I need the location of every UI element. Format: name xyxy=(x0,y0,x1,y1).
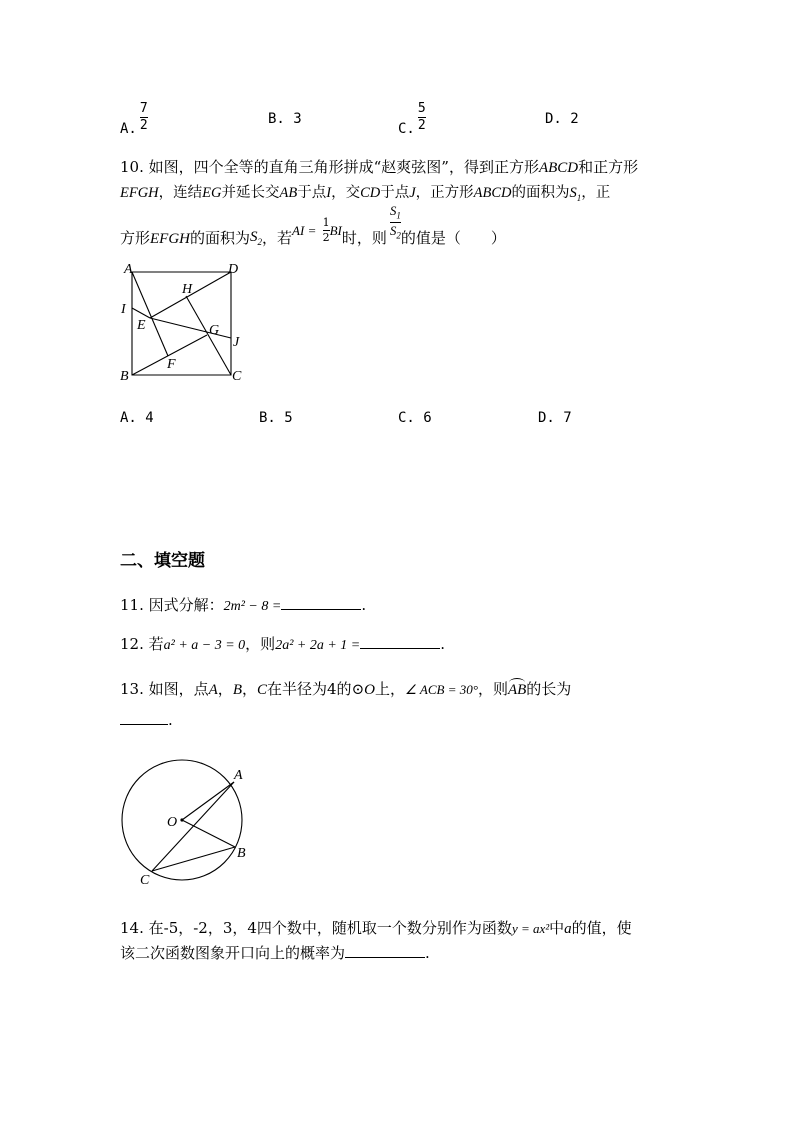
q10-text-c: 于点 xyxy=(297,185,327,201)
q10-abcd: ABCD xyxy=(538,160,579,176)
q10-text-3b: 的面积为 xyxy=(190,228,251,247)
q12-condition: a² + a − 3 = 0 xyxy=(163,638,246,653)
label-f: F xyxy=(167,357,176,372)
q12-prefix: 12. 若 xyxy=(120,635,164,653)
q10-s1 xyxy=(570,185,582,201)
q13-prefix: 13. 如图，点 xyxy=(120,680,209,698)
q14-function: y = ax² xyxy=(511,921,550,936)
label-b: B xyxy=(237,846,246,861)
q13-text-b: 在半径为4的 xyxy=(267,680,352,698)
q10-line1-text: 10. 如图，四个全等的直角三角形拼成“赵爽弦图”，得到正方形 xyxy=(120,158,539,176)
q13-arc-ab xyxy=(508,682,526,699)
q10-efgh: EFGH xyxy=(120,185,159,201)
q10-cond-num: 1 xyxy=(322,216,330,230)
circle-dot-icon: ⊙ xyxy=(351,680,365,698)
q10-ratio-num-sub: 1 xyxy=(396,210,401,221)
q13-point-o: O xyxy=(364,682,375,698)
segment-o-b xyxy=(182,820,235,847)
q9-c-numerator: 5 xyxy=(417,101,426,116)
q13-point-c: C xyxy=(257,682,268,698)
q10-line-2 xyxy=(120,181,610,203)
q10-option-a: A. 4 xyxy=(120,410,154,426)
segment-o-a xyxy=(182,782,234,820)
q13-sep-2: ， xyxy=(241,680,257,698)
label-a: A xyxy=(124,262,133,277)
q9-option-a xyxy=(120,101,148,138)
q14-line-1 xyxy=(120,917,632,938)
label-h: H xyxy=(182,282,193,297)
q10-eg: EG xyxy=(202,185,222,201)
q10-text-f: ，正方形 xyxy=(415,185,474,201)
q13-line-1 xyxy=(120,678,571,699)
q10-text-3a: 方形 xyxy=(120,228,151,247)
q9-a-denominator: 2 xyxy=(139,117,148,133)
q13-period: . xyxy=(168,711,173,729)
q10-text-b: 并延长交 xyxy=(221,185,280,201)
section-title: 二、填空题 xyxy=(120,551,205,571)
q10-text-3c: ，若 xyxy=(262,228,293,247)
q12-line xyxy=(120,633,445,654)
q12-expression: 2a² + 2a + 1 = xyxy=(275,638,361,653)
q10-text-3d: 时，则 xyxy=(341,228,387,247)
q10-s2 xyxy=(250,229,262,245)
q10-s2-letter: S xyxy=(250,228,258,245)
q11-line xyxy=(120,594,366,615)
label-c: C xyxy=(140,873,150,888)
q10-condition-left: AI = xyxy=(292,222,320,238)
q10-s1-sub: 1 xyxy=(576,192,582,203)
q9-option-c xyxy=(398,101,426,138)
q10-point-i: I xyxy=(326,185,332,201)
q10-condition-right: BI xyxy=(329,222,342,238)
q10-efgh-2: EFGH xyxy=(150,230,191,247)
q9-option-b: B. 3 xyxy=(268,111,302,127)
q9-option-a-fraction xyxy=(140,102,148,132)
segment-c-a xyxy=(152,782,234,871)
q13-sep-1: ， xyxy=(217,680,233,698)
q10-figure xyxy=(110,258,260,388)
q10-option-b: B. 5 xyxy=(259,410,293,426)
q13-text-c: 上， xyxy=(374,680,405,698)
q9-option-a-label: A. xyxy=(120,121,137,138)
q10-text-e: 于点 xyxy=(380,185,410,201)
arc-icon xyxy=(509,678,525,687)
q9-option-c-label: C. xyxy=(398,121,415,138)
q10-ab: AB xyxy=(279,185,298,201)
q10-and-text: 和正方形 xyxy=(578,158,639,176)
q13-line-2 xyxy=(120,711,173,729)
q13-arc-label: AB xyxy=(507,682,527,698)
q10-ratio-num-letter: S xyxy=(389,203,397,218)
q13-point-a: A xyxy=(208,682,218,698)
q10-ratio-den-letter: S xyxy=(389,223,397,239)
q14-period: . xyxy=(425,944,430,962)
label-g: G xyxy=(209,323,220,338)
q13-figure xyxy=(118,758,268,888)
label-a: A xyxy=(234,768,243,783)
q14-text-c: 的值，使 xyxy=(571,919,632,937)
label-b: B xyxy=(120,369,129,384)
q10-s2-sub: 2 xyxy=(257,236,263,247)
q10-point-j: J xyxy=(409,185,416,201)
q9-a-numerator: 7 xyxy=(139,101,148,116)
q10-text-a: ，连结 xyxy=(158,185,203,201)
segment-c-b xyxy=(152,847,235,871)
q10-abcd-2: ABCD xyxy=(473,185,512,201)
center-dot xyxy=(180,818,183,821)
q10-option-d: D. 7 xyxy=(538,410,572,426)
q13-text-d: ，则 xyxy=(477,680,508,698)
q11-period: . xyxy=(361,596,367,614)
q10-s1-letter: S xyxy=(569,185,577,201)
q12-answer-blank[interactable] xyxy=(360,647,440,649)
q9-option-d: D. 2 xyxy=(545,111,579,127)
q10-line-3 xyxy=(120,203,506,247)
q10-cd: CD xyxy=(360,185,381,201)
q10-ratio-fraction xyxy=(390,204,401,241)
segment-i-e xyxy=(132,308,150,318)
q13-point-b: B xyxy=(232,682,242,698)
q10-line-1 xyxy=(120,156,638,177)
segment-a-f xyxy=(132,272,168,356)
q10-text-h: ，正 xyxy=(581,185,611,201)
label-o: O xyxy=(167,815,178,830)
q11-expression: 2m² − 8 = xyxy=(223,599,282,614)
q11-prefix: 11. 因式分解： xyxy=(120,596,224,614)
q9-option-c-fraction xyxy=(418,102,426,132)
q10-text-g: 的面积为 xyxy=(511,185,570,201)
q10-option-c: C. 6 xyxy=(398,410,432,426)
q14-line-2 xyxy=(120,942,430,963)
label-d: D xyxy=(228,262,239,277)
q10-text-d: ，交 xyxy=(331,185,361,201)
label-e: E xyxy=(137,318,146,333)
q10-ratio-den xyxy=(390,224,401,241)
q14-text-2: 该二次函数图象开口向上的概率为 xyxy=(120,944,346,962)
q14-answer-blank[interactable] xyxy=(345,956,425,958)
q12-mid-text: ，则 xyxy=(245,635,276,653)
label-i: I xyxy=(121,302,126,317)
q14-prefix: 14. 在-5，-2，3，4四个数中，随机取一个数分别作为函数 xyxy=(120,919,512,937)
label-c: C xyxy=(232,369,242,384)
q10-text-3e: 的值是（ ） xyxy=(400,228,506,247)
q10-ratio-num xyxy=(390,204,401,221)
q13-angle: ∠ ACB = 30° xyxy=(405,682,478,697)
q10-condition-fraction xyxy=(323,217,330,243)
q14-text-b: 中 xyxy=(549,919,565,937)
q13-text-e: 的长为 xyxy=(526,680,572,698)
q10-cond-den: 2 xyxy=(322,231,330,245)
q9-c-denominator: 2 xyxy=(417,117,426,133)
q14-variable-a: a xyxy=(564,921,572,937)
q10-ratio-den-sub: 2 xyxy=(396,230,401,241)
q12-period: . xyxy=(440,635,446,653)
label-j: J xyxy=(233,335,240,350)
q11-answer-blank[interactable] xyxy=(281,608,361,610)
q13-answer-blank[interactable] xyxy=(120,723,168,725)
